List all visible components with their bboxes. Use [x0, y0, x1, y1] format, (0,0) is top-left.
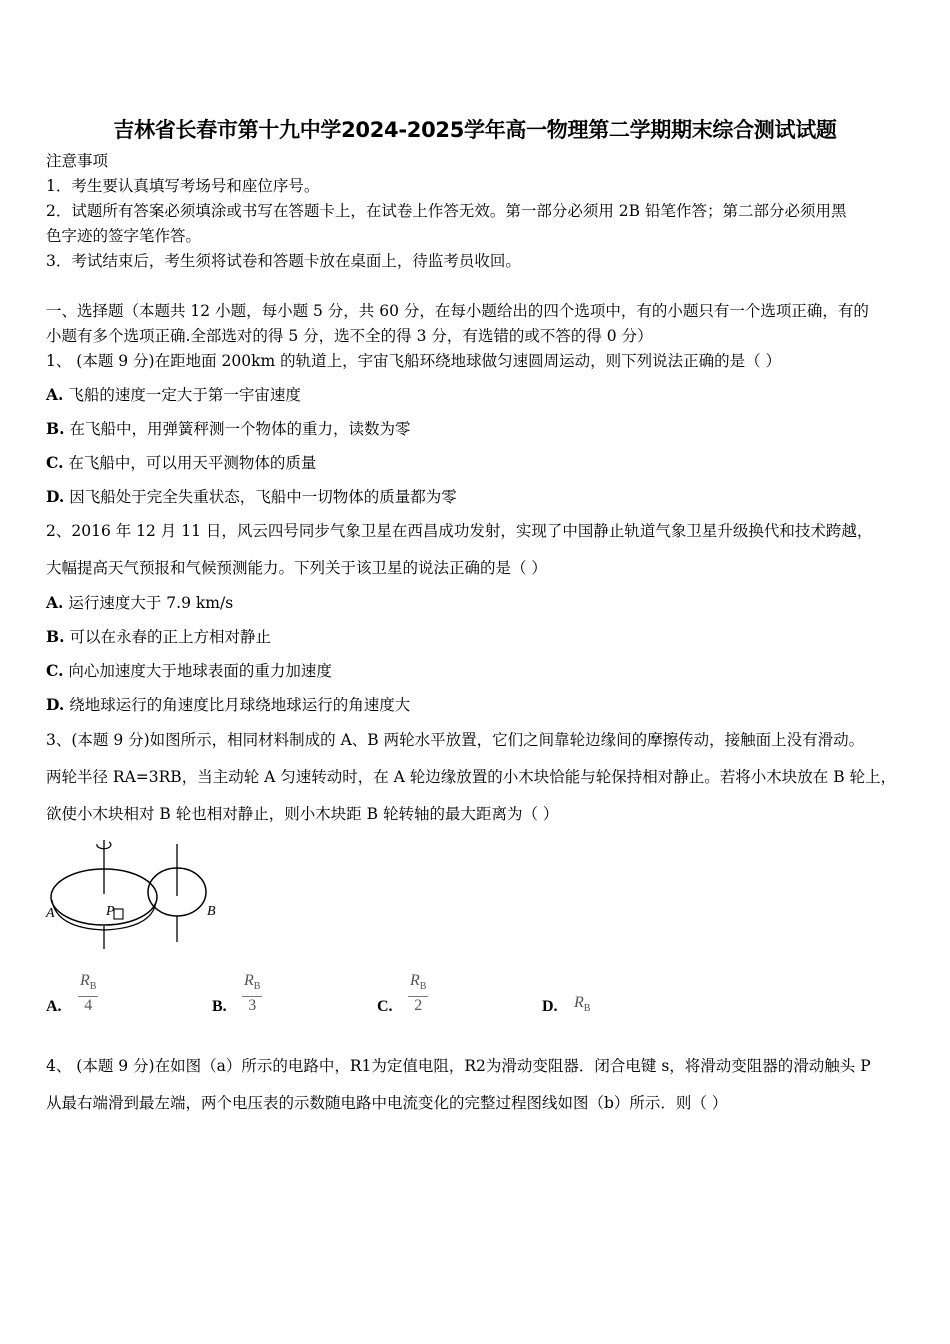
- note-item: 1．考生要认真填写考场号和座位序号。: [46, 177, 320, 195]
- option-label: B.: [212, 998, 227, 1015]
- q1-option-b: [46, 419, 410, 439]
- question-3-stem: 3、(本题 9 分)如图所示，相同材料制成的 A、B 两轮水平放置，它们之间靠轮边缘间的摩擦传动，接触面上没有滑动。: [46, 731, 865, 749]
- option-label: A.: [46, 998, 62, 1015]
- q2-option-d: [46, 695, 410, 715]
- section-heading: 一、选择题（本题共 12 小题，每小题 5 分，共 60 分，在每小题给出的四个选项中，有的小题只有一个选项正确，有的: [46, 302, 869, 320]
- label-b: B: [207, 904, 216, 919]
- option-label: C.: [46, 661, 64, 680]
- q3-option-a-fraction: $\frac{R_B}{4}$: [80, 972, 97, 1015]
- page-title: 吉林省长春市第十九中学2024-2025学年高一物理第二学期期末综合测试试题: [113, 118, 837, 142]
- option-text: 因飞船处于完全失重状态，飞船中一切物体的质量都为零: [69, 488, 457, 506]
- question-3-stem: 两轮半径 RA=3RB，当主动轮 A 匀速转动时，在 A 轮边缘放置的小木块恰能与轮保持相对静止。若将小木块放在 B 轮上，: [46, 768, 897, 786]
- option-label: C.: [377, 998, 393, 1015]
- option-text: 在飞船中，可以用天平测物体的质量: [68, 454, 317, 472]
- q3-option-d-value: $R_B$: [574, 994, 591, 1015]
- option-text: 可以在永春的正上方相对静止: [69, 628, 271, 646]
- option-text: 飞船的速度一定大于第一宇宙速度: [68, 386, 301, 404]
- option-label: C.: [46, 453, 64, 472]
- q3-option-b-fraction: $\frac{R_B}{3}$: [244, 972, 261, 1015]
- notes-heading: 注意事项: [46, 152, 109, 170]
- option-label: B.: [46, 627, 65, 646]
- wheels-figure: [44, 836, 244, 951]
- option-label: D.: [46, 695, 65, 714]
- wooden-block: [114, 909, 123, 919]
- q3-option-c-fraction: $\frac{R_B}{2}$: [410, 972, 427, 1015]
- option-text: 向心加速度大于地球表面的重力加速度: [68, 662, 332, 680]
- option-text: 在飞船中，用弹簧秤测一个物体的重力，读数为零: [69, 420, 411, 438]
- label-p: P: [106, 904, 115, 919]
- option-text: 绕地球运行的角速度比月球绕地球运行的角速度大: [69, 696, 411, 714]
- option-label: A.: [46, 385, 64, 404]
- question-4-stem: 4、 (本题 9 分)在如图（a）所示的电路中，R1为定值电阻，R2为滑动变阻器．闭合电键 s，将滑动变阻器的滑动触头 P: [46, 1057, 871, 1075]
- option-label: D.: [542, 998, 558, 1015]
- note-item: 3．考试结束后，考生须将试卷和答题卡放在桌面上，待监考员收回。: [46, 252, 521, 270]
- question-2-stem: 2、2016 年 12 月 11 日，风云四号同步气象卫星在西昌成功发射，实现了中国静止轨道气象卫星升级换代和技术跨越，: [46, 522, 873, 540]
- option-label: D.: [46, 487, 65, 506]
- q1-option-a: [46, 385, 301, 405]
- option-label: A.: [46, 593, 64, 612]
- question-1-stem: 1、 (本题 9 分)在距地面 200km 的轨道上，宇宙飞船环绕地球做匀速圆周运动，则下列说法正确的是（ ）: [46, 352, 782, 370]
- option-text: 运行速度大于 7.9 km/s: [68, 594, 234, 612]
- question-4-stem: 从最右端滑到最左端，两个电压表的示数随电路中电流变化的完整过程图线如图（b）所示．则（ ）: [46, 1094, 728, 1112]
- q1-option-d: [46, 487, 457, 507]
- note-item: 色字迹的签字笔作答。: [46, 227, 202, 245]
- question-2-stem: 大幅提高天气预报和气候预测能力。下列关于该卫星的说法正确的是（ ）: [46, 559, 547, 577]
- option-label: B.: [46, 419, 65, 438]
- label-a: A: [46, 906, 55, 921]
- q2-option-b: [46, 627, 271, 647]
- question-3-stem: 欲使小木块相对 B 轮也相对静止，则小木块距 B 轮转轴的最大距离为（ ）: [46, 805, 559, 823]
- q1-option-c: [46, 453, 316, 473]
- note-item: 2．试题所有答案必须填涂或书写在答题卡上，在试卷上作答无效。第一部分必须用 2B 铅笔作答；第二部分必须用黑: [46, 202, 847, 220]
- section-heading: 小题有多个选项正确.全部选对的得 5 分，选不全的得 3 分，有选错的或不答的得 0 分）: [46, 327, 653, 345]
- q2-option-a: [46, 593, 233, 613]
- q2-option-c: [46, 661, 332, 681]
